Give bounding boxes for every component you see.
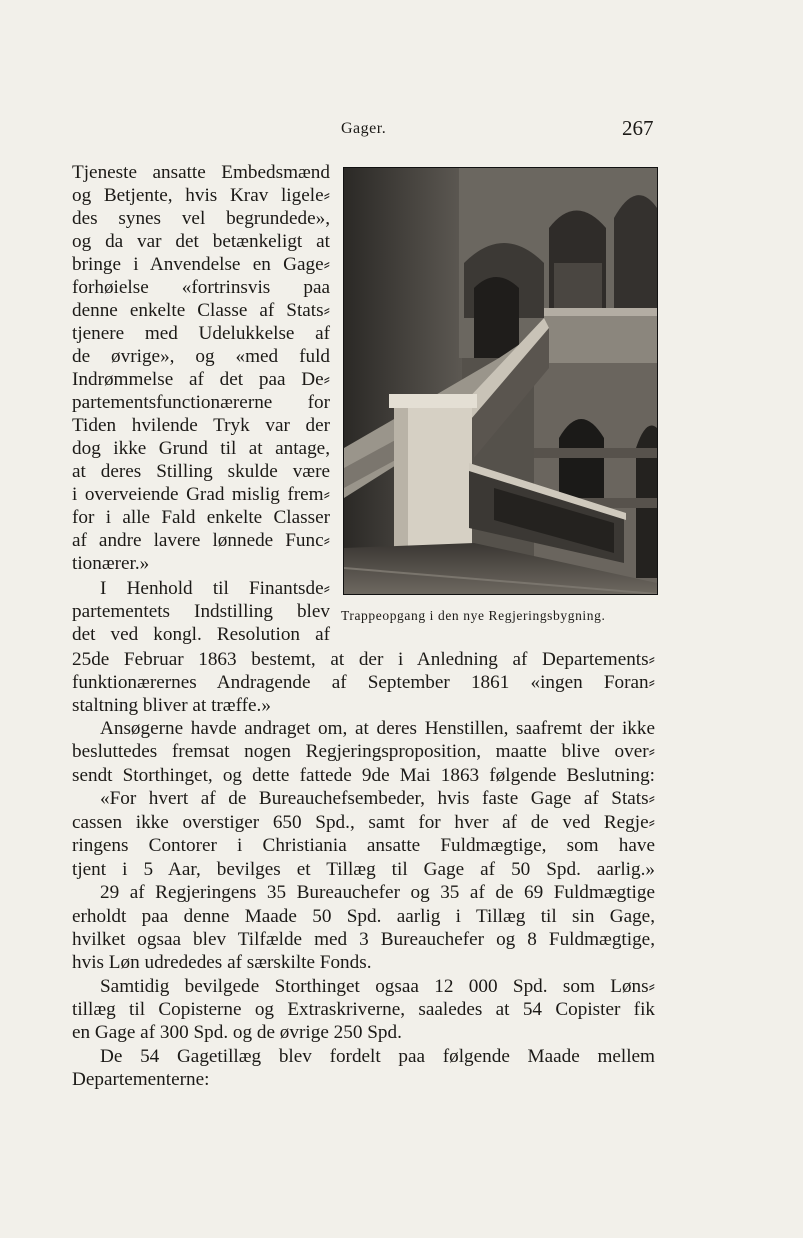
body-line: Samtidig bevilgede Storthinget ogsaa 12 000 Spd. som Løns⸗	[100, 976, 655, 997]
body-line: det ved kongl. Resolution af	[72, 624, 330, 645]
body-line: Departementerne:	[72, 1069, 210, 1090]
page-number: 267	[622, 116, 654, 140]
body-line: og Betjente, hvis Krav ligele⸗	[72, 185, 330, 206]
body-line: «For hvert af de Bureauchefsembeder, hvis faste Gage af Stats⸗	[100, 788, 655, 809]
body-line: erholdt paa denne Maade 50 Spd. aarlig i Tillæg til sin Gage,	[72, 906, 655, 927]
body-line: forhøielse «fortrinsvis paa	[72, 277, 330, 298]
body-line: bringe i Anvendelse en Gage⸗	[72, 254, 330, 275]
body-line: tjent i 5 Aar, bevilges et Tillæg til Gage af 50 Spd. aarlig.»	[72, 859, 655, 880]
body-line: besluttedes fremsat nogen Regjeringsproposition, maatte blive over⸗	[72, 741, 655, 762]
body-line: Ansøgerne havde andraget om, at deres Henstillen, saafremt der ikke	[100, 718, 655, 739]
body-line: 29 af Regjeringens 35 Bureauchefer og 35 af de 69 Fuldmægtige	[100, 882, 655, 903]
body-line: denne enkelte Classe af Stats⸗	[72, 300, 330, 321]
staircase-illustration	[344, 168, 657, 594]
body-line: i overveiende Grad mislig frem⸗	[72, 484, 330, 505]
body-line: sendt Storthinget, og dette fattede 9de Mai 1863 følgende Beslutning:	[72, 765, 655, 786]
body-line: De 54 Gagetillæg blev fordelt paa følgende Maade mellem	[100, 1046, 655, 1067]
body-line: en Gage af 300 Spd. og de øvrige 250 Spd.	[72, 1022, 402, 1043]
body-line: dog ikke Grund til at antage,	[72, 438, 330, 459]
staircase-photo	[343, 167, 658, 595]
body-line: Indrømmelse af det paa De⸗	[72, 369, 330, 390]
body-line: tjenere med Udelukkelse af	[72, 323, 330, 344]
body-line: hvilket ogsaa blev Tilfælde med 3 Bureauchefer og 8 Fuldmægtige,	[72, 929, 655, 950]
body-line: ringens Contorer i Christiania ansatte Fuldmægtige, som have	[72, 835, 655, 856]
body-line: de øvrige», og «med fuld	[72, 346, 330, 367]
body-line: 25de Februar 1863 bestemt, at der i Anledning af Departements⸗	[72, 649, 655, 670]
body-line: og da var det betænkeligt at	[72, 231, 330, 252]
body-line: Tjeneste ansatte Embedsmænd	[72, 162, 330, 183]
body-line: I Henhold til Finantsde⸗	[100, 578, 330, 599]
body-line: af andre lavere lønnede Func⸗	[72, 530, 330, 551]
figure-caption: Trappeopgang i den nye Regjeringsbygning.	[341, 608, 606, 623]
body-line: tillæg til Copisterne og Extraskriverne, saaledes at 54 Copister fik	[72, 999, 655, 1020]
running-title: Gager.	[341, 120, 387, 137]
body-line: for i alle Fald enkelte Classer	[72, 507, 330, 528]
body-line: staltning bliver at træffe.»	[72, 695, 271, 716]
body-line: partementets Indstilling blev	[72, 601, 330, 622]
body-line: hvis Løn udrededes af særskilte Fonds.	[72, 952, 372, 973]
body-line: des synes vel begrundede»,	[72, 208, 330, 229]
body-line: tionærer.»	[72, 553, 150, 574]
body-line: Tiden hvilende Tryk var der	[72, 415, 330, 436]
body-line: funktionærernes Andragende af September 1861 «ingen Foran⸗	[72, 672, 655, 693]
body-line: partementsfunctionærerne for	[72, 392, 330, 413]
body-line: cassen ikke overstiger 650 Spd., samt for hver af de ved Regje⸗	[72, 812, 655, 833]
body-line: at deres Stilling skulde være	[72, 461, 330, 482]
